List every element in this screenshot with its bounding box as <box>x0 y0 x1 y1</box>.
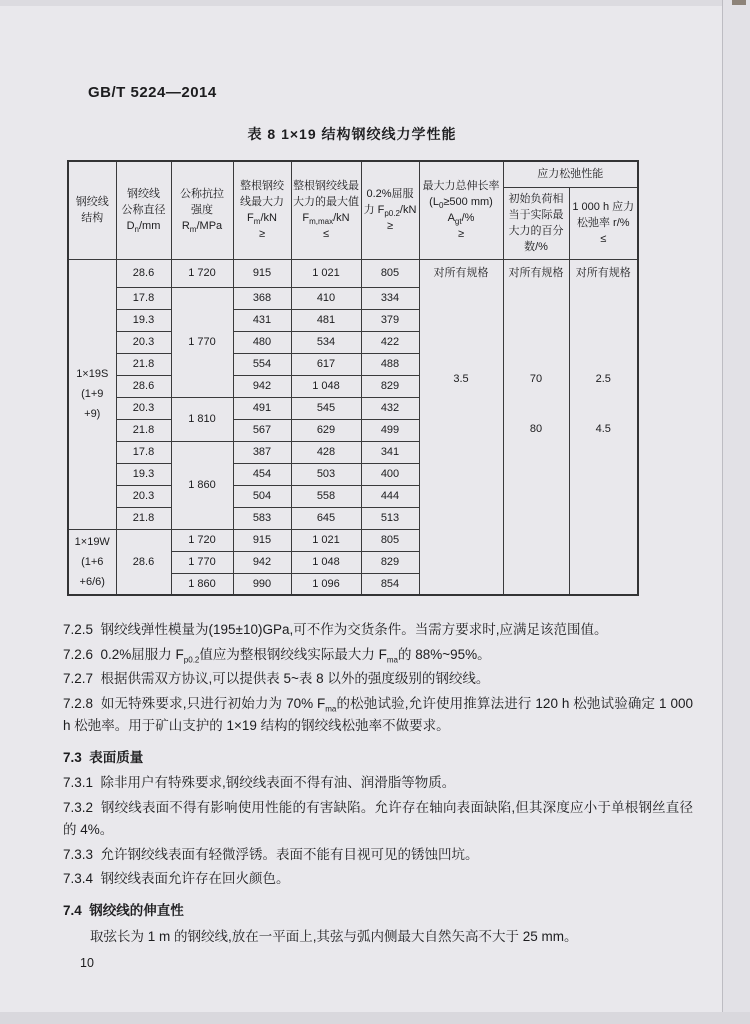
cell-fp02: 499 <box>361 419 419 441</box>
elongation-all-specs: 对所有规格 <box>433 266 489 279</box>
header-max-force: 整根钢绞 线最大力 $F_m/kN$ ≥ <box>233 161 291 259</box>
cell-diameter: 28.6 <box>116 529 171 595</box>
cell-fp02: 805 <box>361 259 419 287</box>
cell-strength: 1 720 <box>171 529 233 551</box>
cell-fm: 942 <box>233 551 291 573</box>
cell-fmax: 1 096 <box>291 573 361 595</box>
header-yield-force: 0.2%屈服 力 $F_{p0.2}/kN$ ≥ <box>361 161 419 259</box>
cell-fp02: 829 <box>361 375 419 397</box>
clause-7-4-text: 取弦长为 1 m 的钢绞线,放在一平面上,其弦与弧内侧最大自然矢高不大于 25 mm。 <box>90 929 578 944</box>
initial-load-80: 80 <box>529 422 543 435</box>
scan-edge-bottom <box>0 1012 750 1024</box>
cell-structure-1x19s: 1×19S (1+9 +9) <box>68 259 116 529</box>
cell-fp02: 854 <box>361 573 419 595</box>
clause-7-2-5: 7.2.5 钢绞线弹性模量为(195±10)GPa,可不作为交货条件。当需方要求时,应满足该范围值。 <box>63 622 608 637</box>
relaxation-2-5: 2.5 <box>595 372 611 385</box>
header-diameter: 钢绞线 公称直径 $D_n/mm$ <box>116 161 171 259</box>
cell-strength: 1 810 <box>171 397 233 441</box>
clause-7-2-6: 7.2.6 0.2%屈服力 $F_{p0.2}$值应为整根钢绞线实际最大力 $F_{ma}$的 88%~95%。 <box>63 646 491 665</box>
clause-7-3-2: 7.3.2 钢绞线表面不得有影响使用性能的有害缺陷。允许存在轴向表面缺陷,但其深度应小于单根钢丝直径的 4%。 <box>63 799 693 837</box>
table-8-mechanical-properties <box>67 160 639 596</box>
cell-fp02: 334 <box>361 287 419 309</box>
cell-fmax: 481 <box>291 309 361 331</box>
header-elongation: 最大力总伸长率 ($L_0\ge 500$ mm) $A_{gt}/\%$ ≥ <box>419 161 503 259</box>
cell-strength: 1 860 <box>171 573 233 595</box>
table-row <box>68 259 638 287</box>
cell-diameter: 17.8 <box>116 441 171 463</box>
cell-fm: 915 <box>233 529 291 551</box>
cell-fm: 504 <box>233 485 291 507</box>
initial-load-all-specs: 对所有规格 <box>508 266 564 279</box>
cell-strength: 1 860 <box>171 441 233 529</box>
cell-strength: 1 770 <box>171 287 233 397</box>
header-relaxation-rate: 1 000 h 应力 松弛率 r/% ≤ <box>569 187 638 259</box>
header-initial-load: 初始负荷相 当于实际最 大力的百分 数/% <box>503 187 569 259</box>
scan-corner-notch <box>732 0 746 5</box>
cell-fm: 454 <box>233 463 291 485</box>
cell-fp02: 513 <box>361 507 419 529</box>
cell-fmax: 534 <box>291 331 361 353</box>
cell-fm: 491 <box>233 397 291 419</box>
cell-fmax: 617 <box>291 353 361 375</box>
scan-edge-right <box>722 0 750 1024</box>
clause-7-3-4: 7.3.4 钢绞线表面允许存在回火颜色。 <box>63 871 290 886</box>
cell-structure-1x19w: 1×19W (1+6 +6/6) <box>68 529 116 595</box>
cell-fp02: 379 <box>361 309 419 331</box>
cell-fp02: 829 <box>361 551 419 573</box>
cell-diameter: 21.8 <box>116 507 171 529</box>
cell-diameter: 20.3 <box>116 485 171 507</box>
cell-fp02: 432 <box>361 397 419 419</box>
cell-fp02: 422 <box>361 331 419 353</box>
elongation-value: 3.5 <box>453 372 469 385</box>
cell-initial-load-column <box>503 259 569 595</box>
cell-fmax: 1 021 <box>291 259 361 287</box>
header-row-1 <box>68 161 638 187</box>
cell-elongation-column <box>419 259 503 595</box>
cell-fmax: 503 <box>291 463 361 485</box>
cell-diameter: 20.3 <box>116 397 171 419</box>
cell-fm: 368 <box>233 287 291 309</box>
header-tensile-strength: 公称抗拉 强度 $R_m$/MPa <box>171 161 233 259</box>
clause-7-3-1: 7.3.1 除非用户有特殊要求,钢绞线表面不得有油、润滑脂等物质。 <box>63 775 456 790</box>
relaxation-all-specs: 对所有规格 <box>575 266 631 279</box>
cell-fm: 583 <box>233 507 291 529</box>
clause-7-2-8: 7.2.8 如无特殊要求,只进行初始力为 70% $F_{ma}$的松弛试验,允许使用推算法进行 120 h 松弛试验确定 1 000 h 松弛率。用于矿山支护的 1×19 结构的钢绞线松弛率不做要求。 <box>63 695 697 733</box>
cell-fm: 915 <box>233 259 291 287</box>
cell-diameter: 19.3 <box>116 309 171 331</box>
cell-fmax: 629 <box>291 419 361 441</box>
heading-7-4: 7.4 钢绞线的伸直性 <box>63 902 184 918</box>
cell-fp02: 400 <box>361 463 419 485</box>
cell-diameter: 17.8 <box>116 287 171 309</box>
cell-fm: 990 <box>233 573 291 595</box>
page-number: 10 <box>80 956 94 970</box>
table-title: 表 8 1×19 结构钢绞线力学性能 <box>247 126 457 142</box>
clause-7-2-7: 7.2.7 根据供需双方协议,可以提供表 5~表 8 以外的强度级别的钢绞线。 <box>63 671 490 686</box>
cell-fp02: 444 <box>361 485 419 507</box>
body-text <box>63 619 697 951</box>
cell-fm: 480 <box>233 331 291 353</box>
cell-diameter: 19.3 <box>116 463 171 485</box>
initial-load-70: 70 <box>529 372 543 385</box>
cell-fm: 942 <box>233 375 291 397</box>
scan-edge-top <box>0 0 750 6</box>
cell-fp02: 341 <box>361 441 419 463</box>
cell-diameter: 21.8 <box>116 419 171 441</box>
cell-relaxation-column <box>569 259 638 595</box>
cell-fmax: 558 <box>291 485 361 507</box>
cell-fmax: 545 <box>291 397 361 419</box>
cell-fm: 387 <box>233 441 291 463</box>
cell-diameter: 20.3 <box>116 331 171 353</box>
cell-fp02: 488 <box>361 353 419 375</box>
doc-code: GB/T 5224—2014 <box>88 84 217 101</box>
relaxation-4-5: 4.5 <box>595 422 611 435</box>
cell-fmax: 428 <box>291 441 361 463</box>
cell-fmax: 1 048 <box>291 375 361 397</box>
header-max-force-max: 整根钢绞线最 大力的最大值 $F_{m,max}/kN$ ≤ <box>291 161 361 259</box>
clause-7-3-3: 7.3.3 允许钢绞线表面有轻微浮锈。表面不能有目视可见的锈蚀凹坑。 <box>63 846 479 862</box>
cell-fmax: 1 048 <box>291 551 361 573</box>
heading-7-3: 7.3 表面质量 <box>63 749 144 765</box>
cell-fmax: 645 <box>291 507 361 529</box>
cell-fmax: 1 021 <box>291 529 361 551</box>
cell-fm: 567 <box>233 419 291 441</box>
cell-fp02: 805 <box>361 529 419 551</box>
cell-diameter: 21.8 <box>116 353 171 375</box>
header-relaxation-group: 应力松弛性能 <box>503 161 638 187</box>
cell-fm: 431 <box>233 309 291 331</box>
cell-fmax: 410 <box>291 287 361 309</box>
cell-diameter: 28.6 <box>116 259 171 287</box>
cell-strength: 1 770 <box>171 551 233 573</box>
header-structure: 钢绞线 结构 <box>68 161 116 259</box>
cell-diameter: 28.6 <box>116 375 171 397</box>
cell-strength: 1 720 <box>171 259 233 287</box>
cell-fm: 554 <box>233 353 291 375</box>
